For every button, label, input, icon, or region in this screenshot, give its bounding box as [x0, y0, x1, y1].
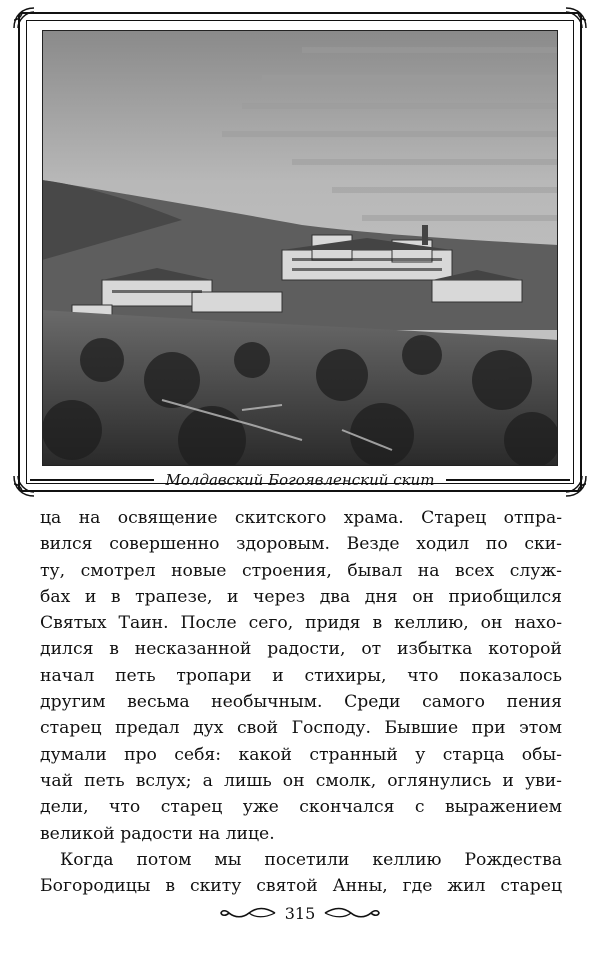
- monastery-photo: [42, 30, 558, 466]
- text-line: бах и в трапезе, и через два дня он приобщился: [40, 586, 562, 607]
- text-line: думали про себя: какой странный у старца обы-: [40, 744, 562, 765]
- text-line: дели, что старец уже скончался с выражением: [40, 797, 562, 818]
- text-line-paragraph-start: Когда потом мы посетили келлию Рождества: [60, 849, 562, 870]
- text-line: вился совершенно здоровым. Везде ходил по ски-: [40, 534, 562, 555]
- body-text: [40, 505, 562, 899]
- figure-frame: [18, 12, 582, 492]
- caption-rule-right: [446, 479, 570, 481]
- text-line: великой радости на лице.: [40, 823, 275, 844]
- text-line: другим весьма необычным. Среди самого пения: [40, 692, 562, 713]
- text-line: ца на освящение скитского храма. Старец отпра-: [40, 508, 562, 528]
- text-line: чай петь вслух; а лишь он смолк, оглянулись и уви-: [40, 770, 562, 791]
- page-number: 315: [284, 903, 316, 923]
- text-line: ту, смотрел новые строения, бывал на всех служ-: [40, 560, 562, 581]
- text-line: Святых Таин. После сего, придя в келлию, он нахо-: [40, 613, 562, 634]
- text-line: дился в несказанной радости, от избытка которой: [40, 639, 562, 660]
- page-footer: [0, 902, 600, 924]
- flourish-right-icon: [323, 906, 381, 920]
- flourish-left-icon: [219, 906, 277, 920]
- text-line: начал петь тропари и стихиры, что показалось: [40, 665, 562, 686]
- corner-ornament-icon: [564, 6, 588, 30]
- caption-rule-left: [30, 479, 154, 481]
- figure-caption: Молдавский Богоявленский скит: [165, 471, 435, 489]
- text-line: Богородицы в скиту святой Анны, где жил старец: [40, 876, 562, 897]
- text-line: старец предал дух свой Господу. Бывшие при этом: [40, 718, 562, 739]
- corner-ornament-icon: [12, 6, 36, 30]
- caption-row: [18, 469, 582, 491]
